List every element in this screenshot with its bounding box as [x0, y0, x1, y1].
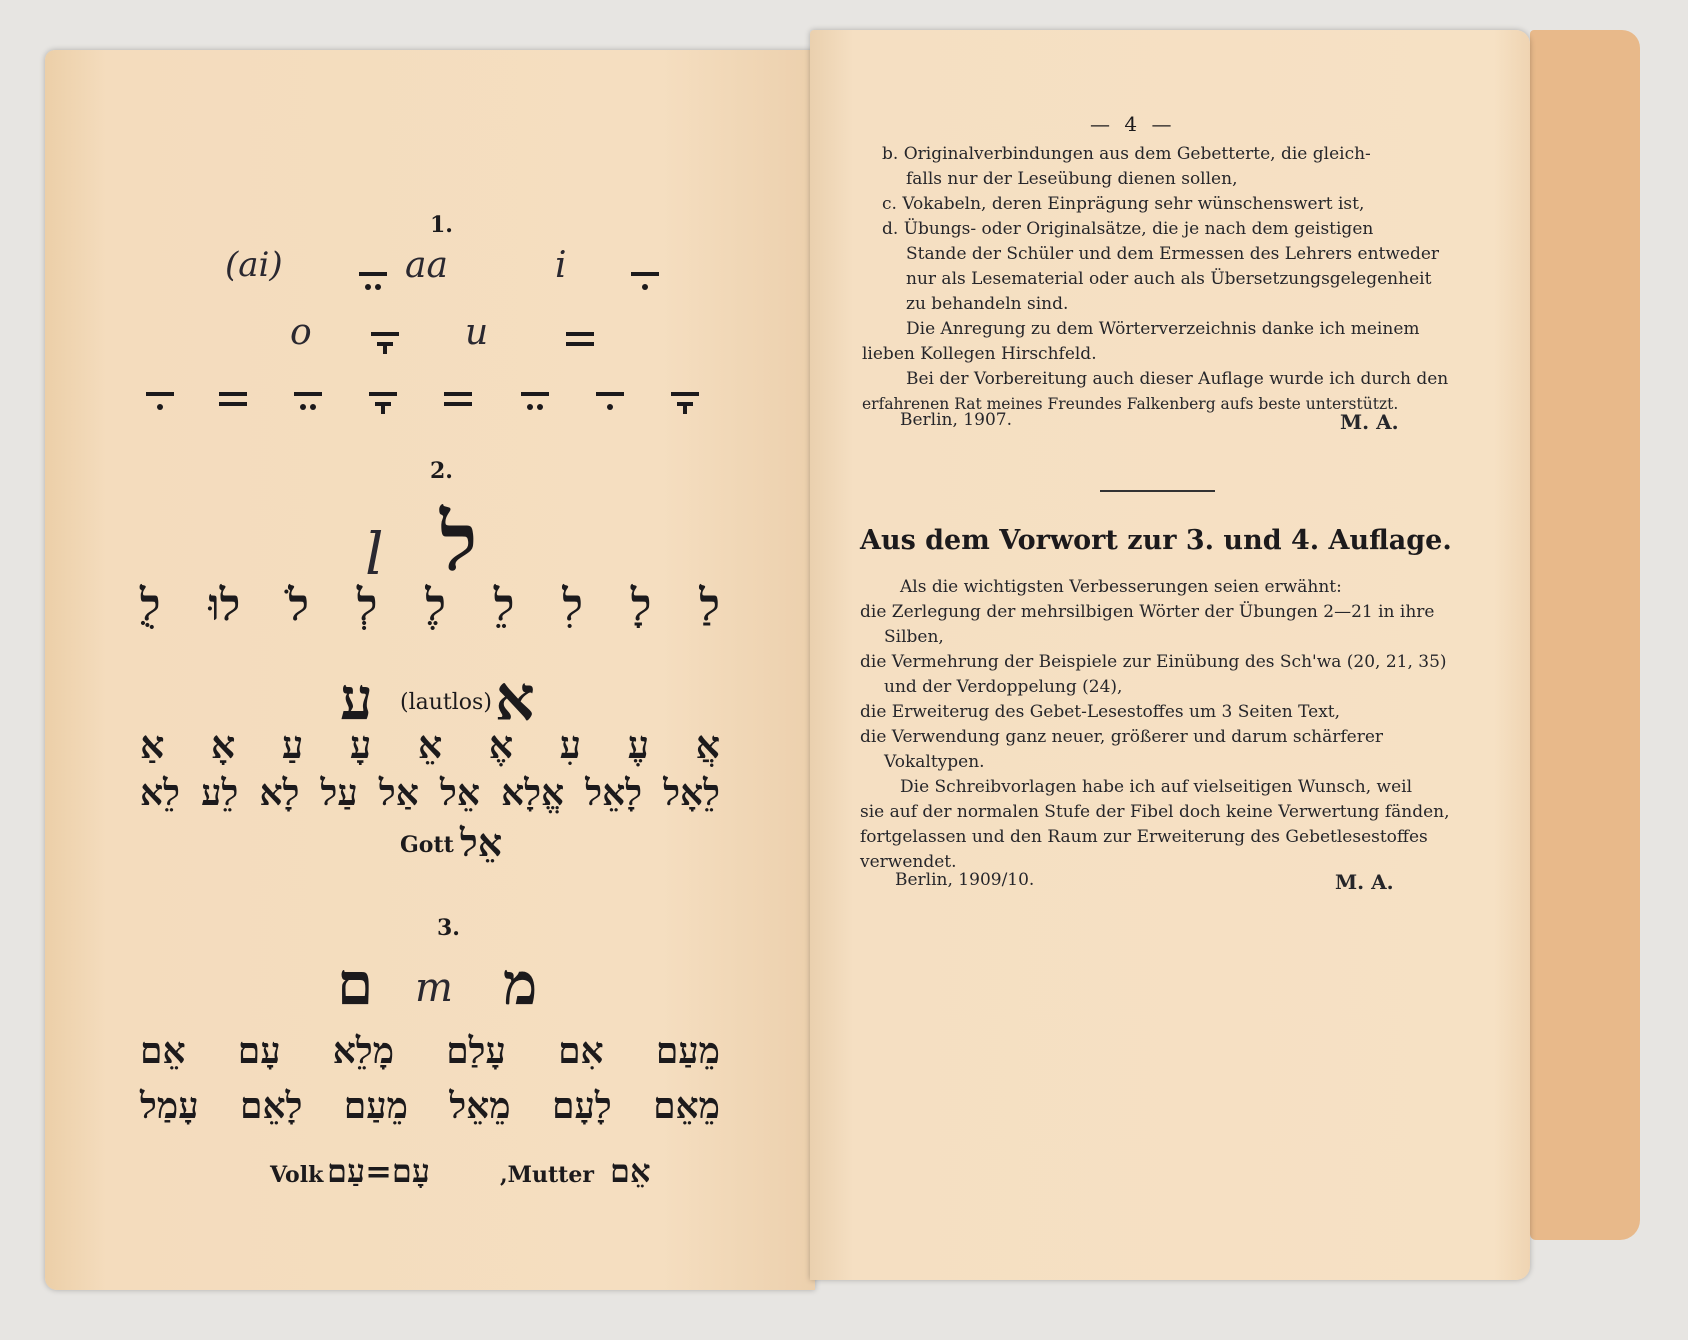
word-item: לֵאָל — [663, 772, 720, 814]
lautlos-label: (lautlos) — [400, 690, 492, 715]
text-line: Die Schreibvorlagen habe ich auf vielseitigen Wunsch, weil — [900, 777, 1413, 797]
text-line: zu behandeln sind. — [906, 294, 1069, 314]
mem-letter: מ — [503, 950, 538, 1018]
text-line: sie auf der normalen Stufe der Fibel doch keine Verwertung fänden, — [860, 802, 1450, 822]
vowel-patah — [560, 332, 600, 362]
lamed-item: לֶ — [425, 580, 446, 631]
section-number-1: 1. — [430, 212, 453, 238]
page-number: — 4 — — [1090, 112, 1176, 136]
text-line: Bei der Vorbereitung auch dieser Auflage wurde ich durch den — [906, 369, 1449, 389]
word-item: עָם — [237, 1030, 281, 1072]
script-l: l — [365, 520, 384, 588]
text-line: Als die wichtigsten Verbesserungen seien erwähnt: — [900, 577, 1342, 597]
script-u: u — [465, 312, 489, 353]
text-line: Die Anregung zu dem Wörterverzeichnis danke ich meinem — [906, 319, 1420, 339]
word-item: אִם — [558, 1030, 604, 1072]
vowel-item: עִ — [559, 722, 582, 767]
section-number-3: 3. — [437, 915, 460, 941]
back-cover — [1530, 30, 1640, 1240]
script-i: i — [555, 245, 567, 286]
word-item: אֵל — [439, 772, 480, 814]
text-line: d. Übungs- oder Originalsätze, die je nach dem geistigen — [882, 219, 1374, 239]
word-item: מֵאֵל — [449, 1085, 511, 1127]
word-item: מָלֵא — [332, 1030, 395, 1072]
vowel-item: אָ — [210, 722, 236, 767]
vowel-hiriq — [625, 272, 665, 302]
word-item: מֵעַם — [655, 1030, 720, 1072]
text-line: fortgelassen und den Raum zur Erweiterung des Gebetlesestoffes — [860, 827, 1428, 847]
word-item: עָלַם — [446, 1030, 506, 1072]
gott-hebrew: אֵל — [460, 820, 503, 865]
alef-vowel-row — [140, 722, 720, 768]
word-item: אֵם — [140, 1030, 186, 1072]
alef-letter: א — [495, 662, 535, 735]
script-aa: aa — [405, 245, 448, 286]
vowel-item: אֶ — [488, 722, 514, 767]
lamed-item: לַ — [699, 580, 720, 631]
script-ai: (ai) — [225, 245, 283, 285]
big-lamed: ל — [440, 495, 478, 589]
word-item: אַל — [378, 772, 419, 814]
mem-row-2 — [140, 1085, 720, 1127]
volk-label: Volk — [270, 1162, 324, 1188]
preface-heading: Aus dem Vorwort zur 3. und 4. Auflage. — [860, 525, 1452, 556]
text-line: Stande der Schüler und dem Ermessen des Lehrers entweder — [906, 244, 1440, 264]
text-line: erfahrenen Rat meines Freundes Falkenberg aufs beste unterstützt. — [862, 395, 1399, 413]
preface-text-bottom — [860, 575, 1500, 875]
left-page — [45, 50, 815, 1290]
preface-text-top — [862, 142, 1502, 417]
section-number-2: 2. — [430, 458, 453, 484]
vowel-item: אַ — [140, 722, 165, 767]
word-item: עָמַל — [140, 1085, 199, 1127]
word-item: אֱלָא — [501, 772, 565, 814]
signature-1: M. A. — [1340, 410, 1399, 434]
right-page — [810, 30, 1530, 1280]
word-item: לָאֵם — [239, 1085, 303, 1127]
place-date-2: Berlin, 1909/10. — [895, 870, 1035, 890]
lamed-item: לֹ — [288, 580, 309, 631]
word-item: לֵע — [201, 772, 239, 814]
text-line: nur als Lesematerial oder auch als Übersetzungsgelegenheit — [906, 269, 1432, 289]
place-date-1: Berlin, 1907. — [900, 410, 1012, 430]
alef-word-row — [140, 772, 720, 814]
word-item: לָעָם — [552, 1085, 612, 1127]
text-line: die Zerlegung der mehrsilbigen Wörter der Übungen 2—21 in ihre — [860, 602, 1435, 622]
lamed-item: לְ — [356, 580, 378, 631]
text-line: verwendet. — [860, 852, 957, 872]
text-line: lieben Kollegen Hirschfeld. — [862, 344, 1097, 364]
word-item: עַל — [320, 772, 358, 814]
volk-hebrew: עָם=עַם — [327, 1152, 430, 1190]
divider — [1100, 490, 1215, 492]
lamed-item: לֻ — [140, 580, 161, 631]
vowel-item: עַ — [281, 722, 304, 767]
lamed-item: לֵ — [493, 580, 515, 631]
ayin-letter: ע — [340, 665, 373, 733]
text-line: und der Verdoppelung (24), — [884, 677, 1123, 697]
vowel-qamats — [365, 332, 405, 362]
word-item: לֵא — [140, 772, 180, 814]
signature-2: M. A. — [1335, 870, 1394, 894]
text-line: die Verwendung ganz neuer, größerer und darum schärferer — [860, 727, 1384, 747]
script-o: o — [290, 312, 312, 353]
word-item: לָא — [259, 772, 300, 814]
vowel-item: אֵ — [417, 722, 443, 767]
lamed-item: לִ — [562, 580, 583, 631]
text-line: b. Originalverbindungen aus dem Gebetterte, die gleich- — [882, 144, 1371, 164]
lamed-row — [140, 580, 720, 631]
text-line: Vokaltypen. — [884, 752, 985, 772]
text-line: Silben, — [884, 627, 944, 647]
vowel-item: אֲ — [695, 722, 720, 767]
lamed-item: לוּ — [208, 580, 241, 631]
final-mem: ם — [337, 950, 374, 1018]
text-line: die Erweiterug des Gebet-Lesestoffes um 3 Seiten Text, — [860, 702, 1341, 722]
word-item: מֵעַם — [343, 1085, 408, 1127]
mutter-hebrew: אֵם — [610, 1152, 651, 1190]
word-item: מֵאֵם — [653, 1085, 720, 1127]
script-m: m — [415, 965, 453, 1011]
mem-row-1 — [140, 1030, 720, 1072]
vowel-tsere — [353, 272, 393, 302]
text-line: die Vermehrung der Beispiele zur Einübung des Sch'wa (20, 21, 35) — [860, 652, 1447, 672]
vowel-item: עֶ — [627, 722, 650, 767]
mutter-label: ,Mutter — [500, 1162, 594, 1188]
text-line: falls nur der Leseübung dienen sollen, — [906, 169, 1238, 189]
gott-label: Gott — [400, 832, 454, 858]
vowel-item: עָ — [349, 722, 372, 767]
text-line: c. Vokabeln, deren Einprägung sehr wünschenswert ist, — [882, 194, 1365, 214]
word-item: לָאֵל — [585, 772, 643, 814]
lamed-item: לָ — [630, 580, 652, 631]
